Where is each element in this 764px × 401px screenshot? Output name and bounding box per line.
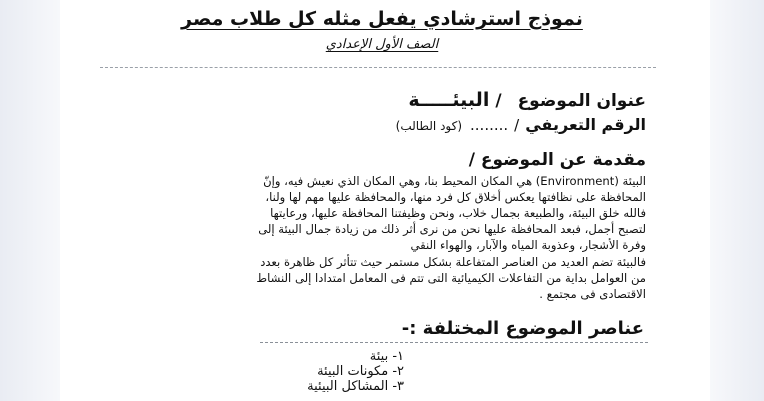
paragraph-line: من العوامل بداية من التفاعلات الكيميائية التى تتم فى المعامل امتدادا إلى النشاط [256,271,646,285]
paragraph-line: البيئة (Environment) هي المكان المحيط بنا، وهي المكان الذي نعيش فيه، وإنّ [263,174,646,188]
elements-list [307,349,404,394]
student-id-blank: ........ [470,116,509,134]
sub-title: الصف الأول الإعدادي [325,37,439,52]
paragraph-line: وفرة الأشجار، وعذوبة المياه والآبار، والهواء النقي [410,238,646,252]
list-item: ٣- المشاكل البيئية [307,379,404,394]
topic-label: عنوان الموضوع [517,91,646,111]
list-item: ٢- مكونات البيئة [317,364,404,379]
paragraph-line: لتصبح أجمل، فبعد المحافظة عليها نحن من نرى أثر ذلك من زيادة جمال البيئة إلى [258,222,646,236]
paragraph-line: الاقتصادى فى مجتمع . [539,287,646,301]
intro-paragraph-1 [86,173,646,253]
page-edge-left [0,0,60,401]
intro-paragraph-2 [86,254,646,302]
paragraph-line: المحافظة على نظافتها يعكس أخلاق كل فرد منها، والمحافظة عليها مهم لها ولنا، [265,190,646,204]
elements-heading: عناصر الموضوع المختلفة :- [401,318,644,339]
topic-slash: / [495,91,502,111]
paragraph-line: فالبيئة تضم العديد من العناصر المتفاعلة بشكل مستمر حيث تتأثر كل ظاهرة بعدد [260,255,646,269]
elements-heading-underline [260,342,648,343]
list-item: ١- بيئة [369,349,404,364]
student-id-slash: / [514,116,520,134]
main-title: نموذج استرشادي يفعل مثله كل طلاب مصر [181,8,583,30]
topic-line [408,89,646,111]
paragraph-line: فالله خلق البيئة، والطبيعة بجمال خلاب، ونحن وظيفتنا المحافظة عليها، ورعايتها [270,206,646,220]
student-id-label: الرقم التعريفي [525,115,646,134]
page-edge-right [710,0,764,401]
student-id-line [396,115,646,134]
intro-heading: مقدمة عن الموضوع / [468,150,646,170]
header-divider [100,67,656,68]
student-code-note: (كود الطالب) [395,119,463,133]
topic-value: البيئـــــة [408,89,490,111]
